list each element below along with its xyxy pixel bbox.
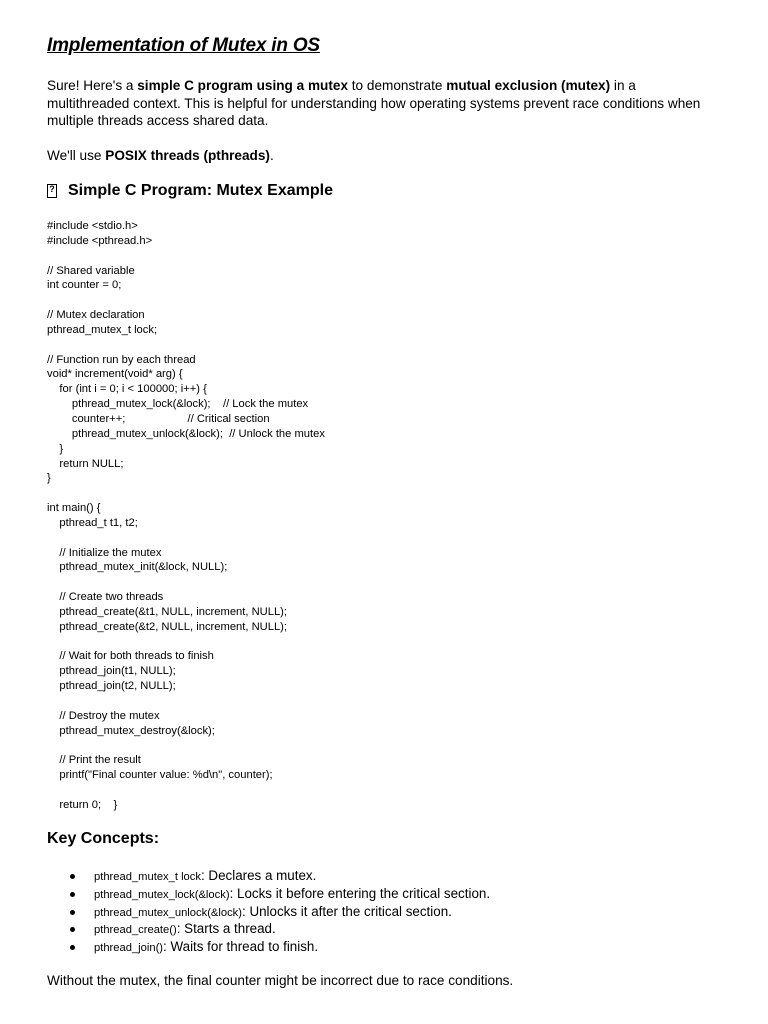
list-item [47, 920, 490, 938]
bullet-icon [70, 945, 75, 950]
code-line: pthread_join(t1, NULL); [47, 665, 176, 678]
code-line [47, 575, 547, 590]
code-line: // Mutex declaration [47, 309, 145, 322]
list-item [47, 867, 490, 885]
concept-description: : Unlocks it after the critical section. [242, 903, 452, 919]
concept-code: pthread_join() [94, 942, 164, 955]
uses-text-1: We'll use [47, 148, 106, 163]
intro-text-2: to demonstrate [348, 78, 447, 93]
code-line: for (int i = 0; i < 100000; i++) { [47, 383, 207, 396]
concept-description: : Waits for thread to finish. [163, 939, 319, 955]
bullet-icon [70, 874, 75, 879]
code-line: return NULL; [47, 457, 124, 470]
code-line: pthread_mutex_unlock(&lock); // Unlock the mutex [47, 427, 325, 440]
code-line: pthread_create(&t2, NULL, increment, NULL); [47, 620, 288, 633]
code-line [47, 338, 547, 353]
section-heading [47, 182, 333, 200]
code-line [47, 783, 547, 798]
intro-text-1: Sure! Here's a [47, 78, 138, 93]
code-line: pthread_join(t2, NULL); [47, 680, 176, 693]
code-line: return 0; } [47, 798, 118, 811]
key-concepts-heading: Key Concepts: [47, 830, 160, 847]
code-line: #include <stdio.h> [47, 220, 138, 232]
bullet-icon [70, 910, 75, 915]
code-line [47, 249, 547, 264]
section-heading-text: Simple C Program: Mutex Example [68, 182, 333, 199]
code-line [47, 531, 547, 546]
code-line: // Create two threads [47, 591, 164, 604]
uses-paragraph [47, 147, 274, 165]
concept-code: pthread_mutex_unlock(&lock) [94, 906, 242, 919]
list-item [47, 938, 490, 956]
concept-description: : Starts a thread. [176, 921, 276, 937]
code-line [47, 293, 547, 308]
code-line: int main() { [47, 502, 101, 515]
code-line: // Function run by each thread [47, 353, 196, 366]
code-line: } [47, 472, 51, 485]
list-item [47, 903, 490, 921]
missing-glyph-icon [47, 184, 57, 198]
code-line: pthread_mutex_t lock; [47, 323, 158, 336]
code-line: // Print the result [47, 754, 141, 767]
code-line [47, 486, 547, 501]
code-line: // Initialize the mutex [47, 546, 162, 559]
code-line: pthread_mutex_lock(&lock); // Lock the mutex [47, 398, 309, 411]
code-line [47, 694, 547, 709]
page-title: Implementation of Mutex in OS [47, 35, 320, 56]
code-line: // Wait for both threads to finish [47, 650, 214, 663]
code-line: pthread_create(&t1, NULL, increment, NULL); [47, 605, 288, 618]
intro-bold-2: mutual exclusion (mutex) [446, 78, 611, 93]
key-concepts-list [47, 867, 490, 956]
code-line: void* increment(void* arg) { [47, 368, 183, 381]
uses-bold: POSIX threads (pthreads) [105, 148, 270, 163]
concept-code: pthread_mutex_t lock [94, 871, 201, 883]
code-line: counter++; // Critical section [47, 412, 270, 425]
code-line: // Destroy the mutex [47, 709, 160, 722]
concept-code: pthread_mutex_lock(&lock) [94, 888, 230, 901]
code-line: pthread_mutex_destroy(&lock); [47, 724, 215, 737]
code-block [47, 219, 547, 813]
bullet-icon [70, 927, 75, 932]
code-line: pthread_t t1, t2; [47, 516, 138, 529]
intro-bold-1: simple C program using a mutex [137, 78, 348, 93]
concept-code: pthread_create() [94, 924, 177, 937]
concept-description: : Locks it before entering the critical section. [229, 885, 491, 901]
uses-text-2: . [269, 148, 274, 163]
closing-paragraph: Without the mutex, the final counter might be incorrect due to race conditions. [47, 973, 514, 988]
intro-text-3: in a multithreaded context. This is helpful for understanding how operating systems prevent race conditions when multiple threads access shared data. [47, 78, 701, 128]
code-line [47, 739, 547, 754]
code-line: pthread_mutex_init(&lock, NULL); [47, 561, 228, 574]
intro-paragraph [47, 77, 707, 130]
code-line [47, 635, 547, 650]
code-line: printf("Final counter value: %d\n", counter); [47, 769, 273, 782]
code-line: } [47, 442, 64, 455]
code-line: // Shared variable [47, 264, 135, 277]
code-line: int counter = 0; [47, 279, 122, 292]
concept-description: : Declares a mutex. [200, 868, 317, 883]
code-line: #include <pthread.h> [47, 234, 153, 247]
bullet-icon [70, 892, 75, 897]
list-item [47, 885, 490, 903]
